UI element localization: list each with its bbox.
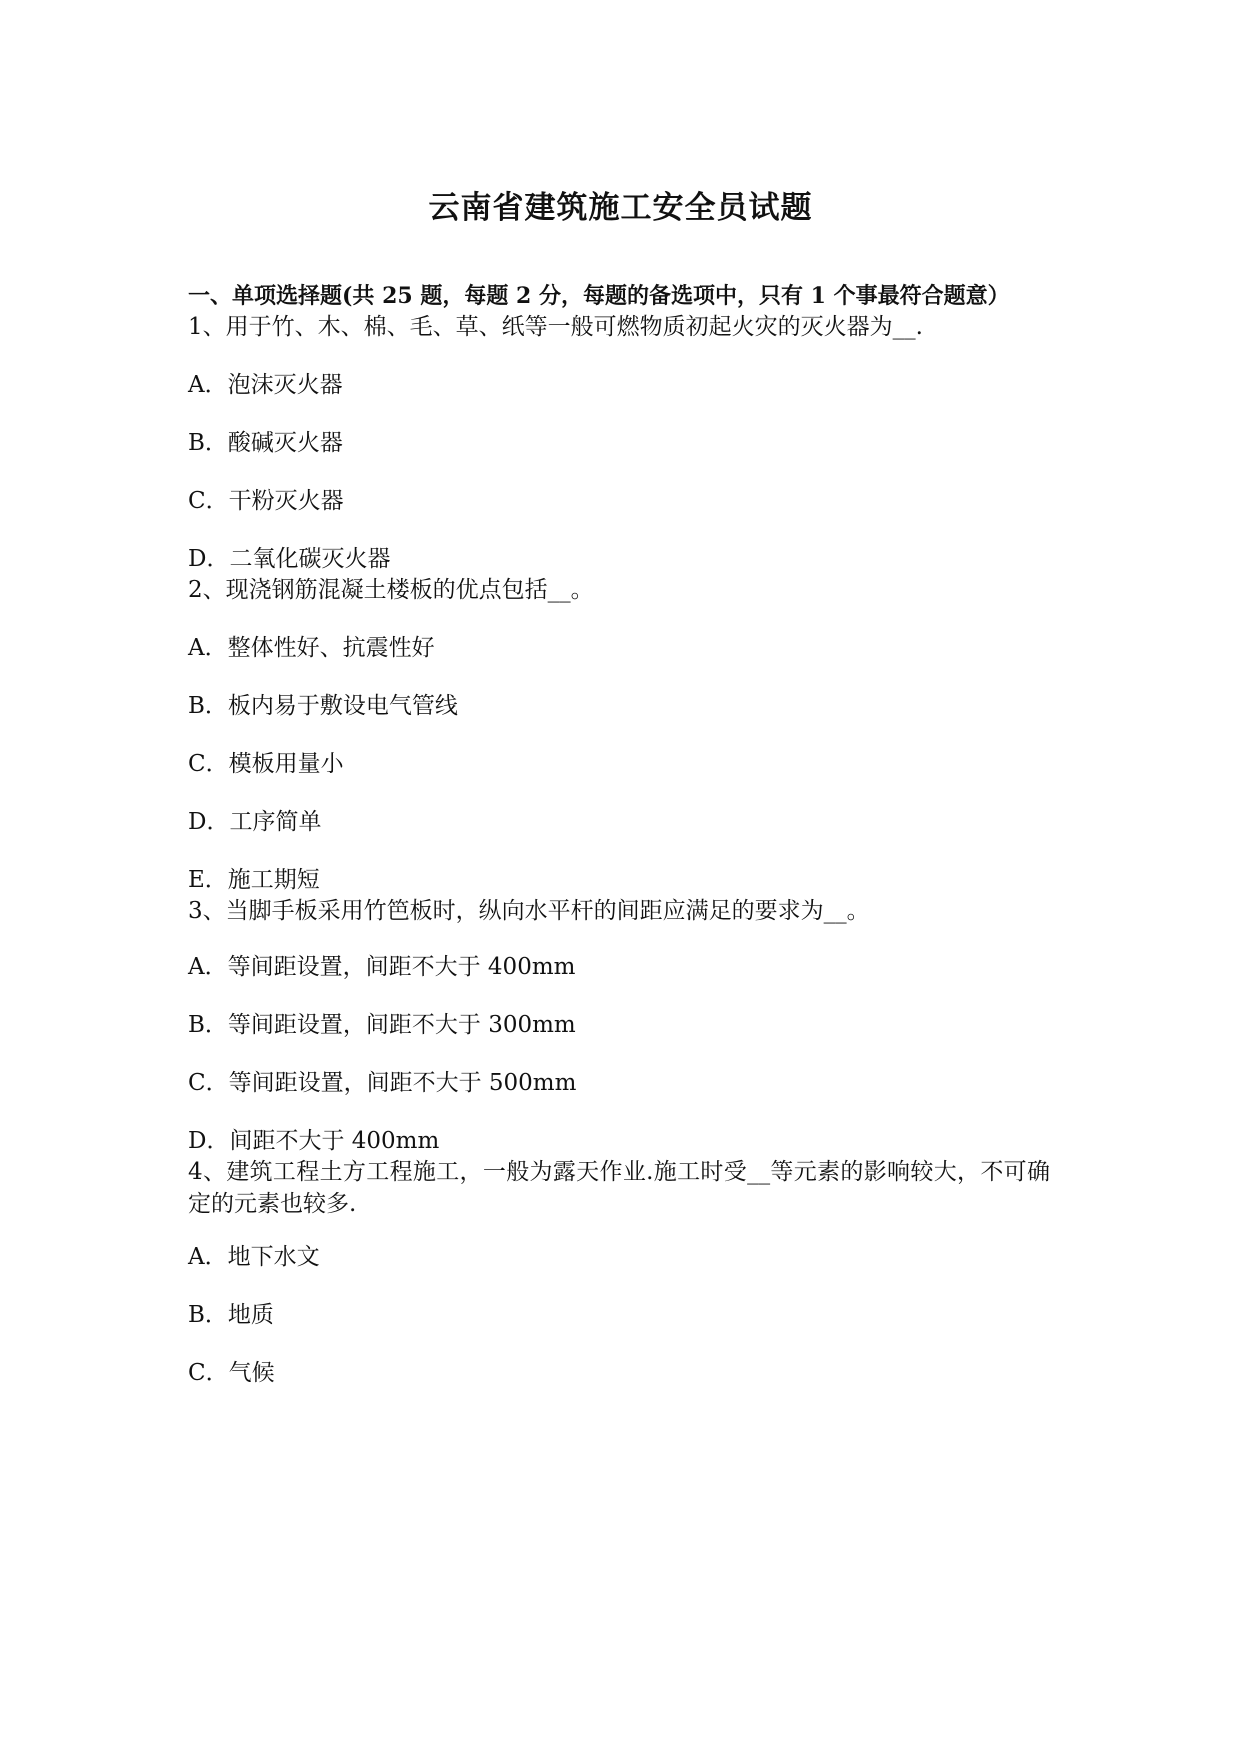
option-item: A．泡沫灭火器 [188,372,343,398]
option-item: A．等间距设置，间距不大于 400mm [188,954,576,980]
option-item: B．酸碱灭火器 [188,430,343,456]
question-stem: 3、当脚手板采用竹笆板时，纵向水平杆的间距应满足的要求为__。 [188,898,870,924]
option-item: D．二氧化碳灭火器 [188,546,391,572]
question-stem: 2、现浇钢筋混凝土楼板的优点包括__。 [188,577,594,603]
option-item: D．间距不大于 400mm [188,1128,440,1154]
option-item: B．等间距设置，间距不大于 300mm [188,1012,576,1038]
option-item: E．施工期短 [188,867,320,893]
option-item: C．模板用量小 [188,751,344,777]
document-title: 云南省建筑施工安全员试题 [428,190,813,226]
section-heading: 一、单项选择题(共 25 题，每题 2 分，每题的备选项中，只有 1 个事最符合题意） [188,283,1010,309]
option-item: C．干粉灭火器 [188,488,344,514]
question-stem: 4、建筑工程土方工程施工，一般为露天作业.施工时受__等元素的影响较大，不可确定的元素也较多. [188,1159,1050,1217]
option-item: A．地下水文 [188,1244,320,1270]
option-item: B．板内易于敷设电气管线 [188,693,458,719]
question-stem: 1、用于竹、木、棉、毛、草、纸等一般可燃物质初起火灾的灭火器为__. [188,314,923,340]
option-item: D．工序简单 [188,809,322,835]
option-item: A．整体性好、抗震性好 [188,635,435,661]
option-item: C．等间距设置，间距不大于 500mm [188,1070,577,1096]
option-item: B．地质 [188,1302,274,1328]
option-item: C．气候 [188,1360,275,1386]
